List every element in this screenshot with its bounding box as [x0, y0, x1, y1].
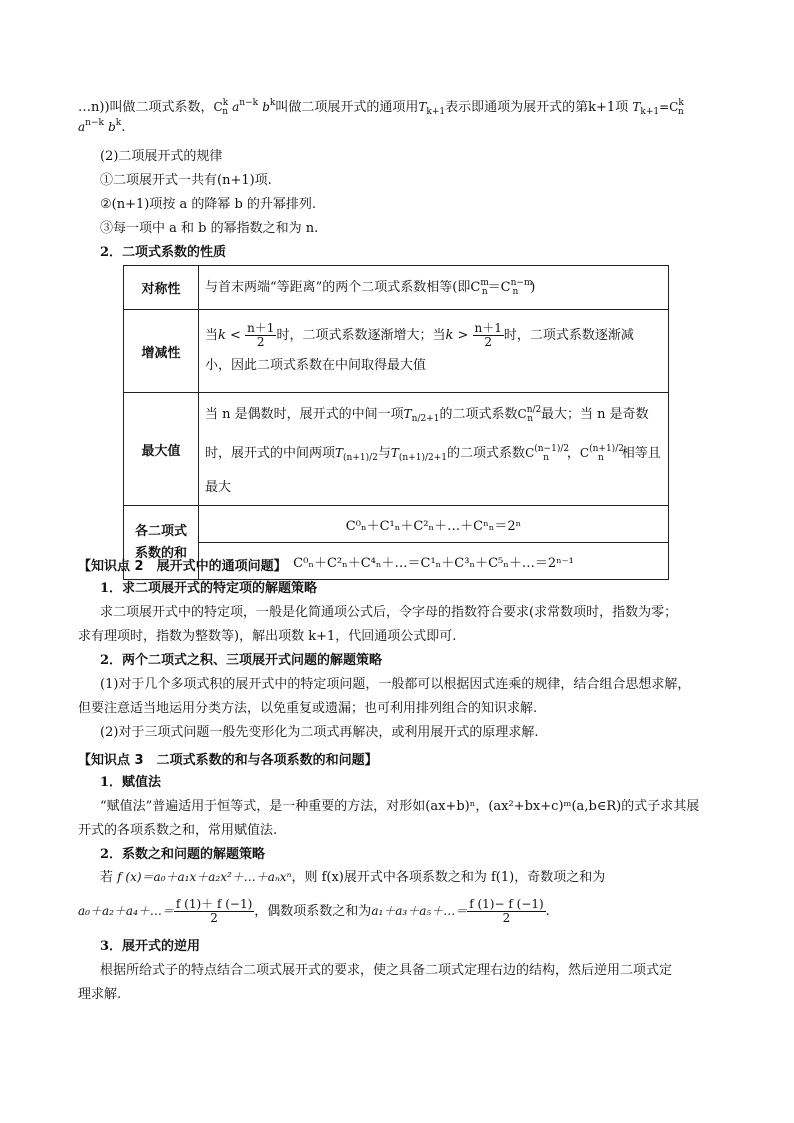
math-symbol: b [108, 120, 116, 134]
row-value: 与首末两端“等距离”的两个二项式系数相等(即$C^m_n=C^{n-m}_n$ ) [199, 266, 669, 310]
text-fragment: ，偶数项系数之和为 [254, 904, 372, 919]
fraction [473, 322, 504, 349]
math-symbol: k > [445, 328, 469, 343]
text-fragment: 时，二项式系数逐渐减 [503, 328, 634, 343]
fraction-numerator: f (1)＋ f (−1) [175, 897, 253, 911]
row-value: 当 n 是偶数时，展开式的中间一项$T_{n/2+1}$的二项式系数$C^{n/2}_n$ 最大；当 n 是奇数 时，展开式的中间两项$T_{(n+1)/2}$与$T_{(n+1)/2+1}$的二项式系数$C^{(n-1)/2}_n$ ，$C^{(n+1)/2}_n$ 相等且最大 [199, 393, 669, 506]
binomial-coefficient-properties-table [123, 265, 669, 580]
table-row [124, 393, 669, 506]
text-fragment: 与 [377, 446, 391, 461]
math-symbol: k < [218, 328, 241, 343]
text-fragment: 若 [100, 870, 114, 885]
math-symbol: C [213, 100, 223, 114]
fraction-denominator: 2 [484, 335, 492, 349]
text-fragment: ， [566, 446, 580, 461]
table-row [124, 310, 669, 393]
text-fragment: ＝C [487, 280, 511, 295]
text-fragment: . [545, 904, 550, 919]
text-fragment: ，则 f(x)展开式中各项系数之和为 f(1)，奇数项之和为 [291, 870, 606, 885]
text-fragment: ) [530, 280, 536, 295]
general-term-line-cont: $a^{n-k}$ $b^k$. [78, 118, 126, 135]
paragraph-line: 理求解. [78, 987, 122, 1002]
text-fragment: 当 [205, 328, 219, 343]
paragraph-line: 开式的各项系数之和，常用赋值法. [78, 823, 278, 838]
table-row [124, 506, 669, 543]
math-expression: a₁＋a₃＋a₅＋…＝ [371, 904, 468, 918]
row-key: 对称性 [124, 266, 199, 310]
text-fragment: 的二项式系数 [439, 407, 518, 422]
text-fragment: 各二项式 [134, 523, 187, 539]
knowledge-point-heading: 【知识点 2 展开式中的通项问题】 [78, 559, 287, 574]
paragraph-line: 根据所给式子的特点结合二项式展开式的要求，使之具备二项式定理右边的结构，然后逆用二项式定 [100, 963, 673, 978]
text-fragment: 系数的和 [134, 545, 187, 561]
sum-formula: C⁰ₙ＋C²ₙ＋C⁴ₙ＋…＝C¹ₙ＋C³ₙ＋C⁵ₙ＋…＝2ⁿ⁻¹ [199, 543, 669, 580]
fraction [174, 898, 254, 925]
paragraph-line [100, 868, 605, 887]
paragraph-line: (1)对于几个多项式积的展开式中的特定项问题，一般都可以根据因式连乘的规律，结合组合思想求解， [100, 677, 691, 692]
math-expression: a₀＋a₂＋a₄＋…＝ [78, 904, 174, 918]
rule-item: ①二项展开式一共有(n+1)项. [100, 173, 272, 188]
text-fragment: . [121, 120, 126, 135]
fraction-denominator: 2 [502, 911, 511, 925]
paragraph-line [78, 896, 550, 927]
math-expression: f (x)＝a₀＋a₁x＋a₂x²＋…＋aₙxⁿ [117, 870, 292, 884]
fraction-denominator: 2 [256, 335, 265, 349]
text-fragment: 小，因此二项式系数在中间取得最大值 [205, 358, 427, 373]
paragraph-line: 求有理项时，指数为整数等)，解出项数 k+1，代回通项公式即可. [78, 629, 457, 644]
section-heading: 3．展开式的逆用 [100, 939, 201, 954]
text-fragment: 时，二项式系数逐渐增大；当 [276, 328, 446, 343]
section-heading: 2．两个二项式之积、三项展开式问题的解题策略 [100, 653, 383, 668]
text-fragment: 当 n 是偶数时，展开式的中间一项 [205, 407, 404, 422]
math-symbol: T [418, 100, 427, 114]
paragraph-line: “赋值法”普遍适用于恒等式，是一种重要的方法，对形如(ax+b)ⁿ，(ax²+bx+c)ᵐ(a,b∈R)的式子求其展 [100, 799, 700, 814]
text-fragment: 表示即通项为展开式的第 [445, 100, 589, 115]
paragraph-line: 但要注意适当地运用分类方法，以免重复或遗漏；也可利用排列组合的知识求解. [78, 701, 538, 716]
math-symbol: a [232, 100, 240, 114]
fraction [245, 322, 276, 349]
fraction-numerator: f (1)− f (−1) [469, 897, 544, 911]
section-heading: 1．求二项展开式的特定项的解题策略 [100, 581, 318, 596]
text-fragment: 项 [615, 100, 629, 115]
rule-item: ③每一项中 a 和 b 的幂指数之和为 n. [100, 221, 319, 236]
paragraph-line: (2)对于三项式问题一般先变形化为二项式再解决，或利用展开式的原理求解. [100, 725, 539, 740]
text-fragment: 与首末两端“等距离”的两个二项式系数相等(即C [205, 280, 481, 295]
rule-item: ②(n+1)项按 a 的降幂 b 的升幂排列. [100, 197, 317, 212]
math-symbol: T [632, 100, 641, 114]
math-symbol: =C [659, 100, 679, 114]
section-heading: 2．二项式系数的性质 [100, 245, 227, 260]
row-value [199, 310, 669, 393]
fraction-numerator: n＋1 [474, 321, 502, 335]
math-symbol: a [78, 120, 86, 134]
knowledge-point-heading: 【知识点 3 二项式系数的和与各项系数的和问题】 [78, 753, 378, 768]
text-fragment: …n))叫做二项式系数， [78, 100, 214, 115]
text-fragment: 最大；当 n 是奇数 [541, 407, 649, 422]
rules-title: (2)二项展开式的规律 [100, 149, 223, 164]
text-fragment: k+1 [588, 100, 616, 115]
fraction [467, 898, 545, 925]
section-heading: 1．赋值法 [100, 775, 162, 790]
text-fragment: 时，展开式的中间两项 [205, 446, 336, 461]
text-fragment: 叫做二项展开式的通项用 [275, 100, 419, 115]
math-symbol: b [262, 100, 270, 114]
general-term-line: …n))叫做二项式系数，$C^k_n$ $a^{n-k}$ $b^k$叫做二项展开式的通项用$T_{k+1}$表示即通项为展开式的第k+1项 $T_{k+1}=C^k_n$ [78, 98, 684, 117]
row-key: 最大值 [124, 393, 199, 506]
fraction-numerator: n＋1 [247, 321, 275, 335]
text-fragment: 的二项式系数 [447, 446, 526, 461]
sum-formula: C⁰ₙ＋C¹ₙ＋C²ₙ＋…＋Cⁿₙ＝2ⁿ [199, 506, 669, 543]
text-fragment: 相等且最大 [205, 446, 661, 495]
section-heading: 2．系数之和问题的解题策略 [100, 847, 266, 862]
row-key: 增减性 [124, 310, 199, 393]
paragraph-line: 求二项展开式中的特定项，一般是化简通项公式后，令字母的指数符合要求(求常数项时，指数为零； [100, 605, 678, 620]
fraction-denominator: 2 [210, 911, 218, 925]
table-row [124, 266, 669, 310]
